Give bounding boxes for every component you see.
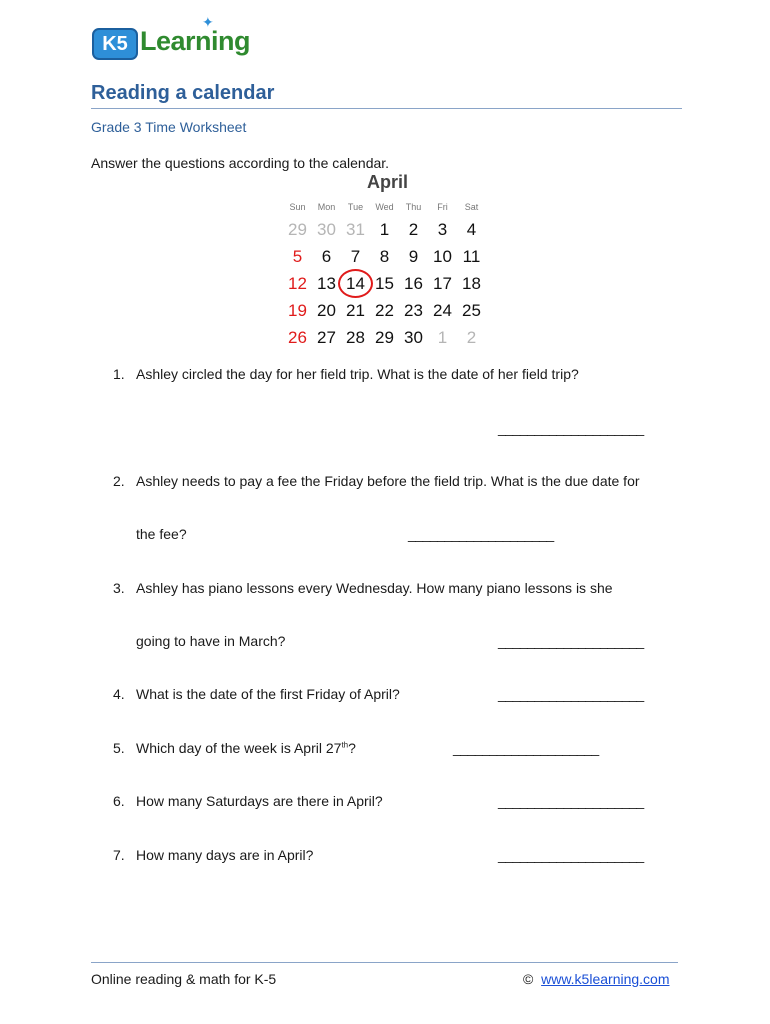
calendar-day: 15 [375, 273, 394, 293]
calendar-day: 30 [404, 327, 423, 347]
weekday-label: Mon [317, 202, 336, 212]
calendar-day: 20 [317, 300, 336, 320]
question-number: 1. [113, 366, 125, 382]
question-text: Which day of the week is April 27 [136, 740, 342, 756]
question-number: 5. [113, 740, 125, 756]
footer-divider [91, 962, 678, 963]
question-7 [113, 847, 313, 863]
weekday-label: Sun [289, 202, 306, 212]
question-3-continued: going to have in March? [136, 633, 286, 649]
question-text: Ashley circled the day for her field trip. What is the date of her field trip? [136, 366, 579, 382]
calendar-weekdays [283, 202, 486, 212]
calendar-day: 18 [462, 273, 481, 293]
calendar-week-row [283, 216, 486, 243]
answer-blank-5[interactable]: ____________________ [453, 740, 599, 756]
calendar-day [341, 274, 370, 294]
calendar-day-number: 14 [346, 273, 365, 293]
instructions: Answer the questions according to the calendar. [91, 155, 390, 171]
answer-blank-2[interactable]: ____________________ [408, 526, 554, 542]
calendar-week-row [283, 297, 486, 324]
calendar-day: 13 [317, 273, 336, 293]
question-text: Ashley needs to pay a fee the Friday before the field trip. What is the due date for [136, 473, 640, 489]
question-number: 7. [113, 847, 125, 863]
logo-star-icon: ✦ [202, 14, 214, 30]
calendar-day: 3 [437, 219, 448, 239]
calendar-day: 8 [379, 246, 390, 266]
calendar-week-row [283, 270, 486, 297]
question-5 [113, 740, 356, 756]
answer-blank-1[interactable]: ____________________ [498, 420, 644, 436]
calendar-day: 27 [317, 327, 336, 347]
calendar-day: 6 [321, 246, 332, 266]
k5-learning-logo [92, 14, 262, 62]
calendar-day: 22 [375, 300, 394, 320]
ordinal-suffix: th [341, 740, 349, 750]
copyright-symbol: © [523, 971, 534, 987]
calendar-day: 10 [433, 246, 452, 266]
calendar-day: 30 [317, 219, 336, 239]
calendar-day: 26 [288, 327, 307, 347]
question-text: How many Saturdays are there in April? [136, 793, 383, 809]
calendar-day: 29 [375, 327, 394, 347]
question-2-continued: the fee? [136, 526, 187, 542]
calendar-day: 5 [292, 246, 303, 266]
title-divider [91, 108, 682, 109]
weekday-label: Fri [437, 202, 448, 212]
answer-blank-3[interactable]: ____________________ [498, 633, 644, 649]
weekday-label: Wed [375, 202, 394, 212]
calendar-day: 9 [408, 246, 419, 266]
logo-badge: K5 [92, 28, 138, 60]
calendar-day: 19 [288, 300, 307, 320]
calendar-day: 29 [288, 219, 307, 239]
page-title: Reading a calendar [91, 82, 275, 104]
calendar-day: 7 [350, 246, 361, 266]
question-number: 2. [113, 473, 125, 489]
calendar-month: April [366, 172, 408, 192]
calendar-week-row [283, 324, 486, 351]
calendar-day: 23 [404, 300, 423, 320]
calendar-day: 2 [408, 219, 419, 239]
calendar-day: 31 [346, 219, 365, 239]
question-number: 6. [113, 793, 125, 809]
calendar-day: 4 [466, 219, 477, 239]
calendar-day: 12 [288, 273, 307, 293]
calendar-day: 1 [437, 327, 448, 347]
calendar-grid [283, 216, 486, 351]
worksheet-subtitle: Grade 3 Time Worksheet [91, 119, 247, 135]
footer-website-link[interactable]: www.k5learning.com [541, 971, 670, 987]
calendar-day: 1 [379, 219, 390, 239]
weekday-label: Sat [464, 202, 479, 212]
calendar-day: 28 [346, 327, 365, 347]
calendar-day: 25 [462, 300, 481, 320]
answer-blank-4[interactable]: ____________________ [498, 686, 644, 702]
calendar-day: 11 [462, 246, 481, 266]
question-text: How many days are in April? [136, 847, 314, 863]
calendar-day: 17 [433, 273, 452, 293]
footer-tagline: Online reading & math for K-5 [91, 971, 277, 987]
calendar-day: 2 [466, 327, 477, 347]
answer-blank-7[interactable]: ____________________ [498, 847, 644, 863]
field-trip-circle [338, 269, 373, 298]
question-3 [113, 580, 613, 596]
question-1 [113, 366, 579, 382]
calendar-day: 24 [433, 300, 452, 320]
weekday-label: Tue [347, 202, 364, 212]
question-6 [113, 793, 383, 809]
weekday-label: Thu [405, 202, 422, 212]
calendar-day: 16 [404, 273, 423, 293]
question-2 [113, 473, 640, 489]
question-4 [113, 686, 400, 702]
calendar-week-row [283, 243, 486, 270]
question-number: 4. [113, 686, 125, 702]
logo-text: Learning [140, 26, 251, 56]
question-text: What is the date of the first Friday of April? [136, 686, 400, 702]
calendar-day: 21 [346, 300, 365, 320]
answer-blank-6[interactable]: ____________________ [498, 793, 644, 809]
footer-copyright [523, 971, 670, 987]
question-text-end: ? [348, 740, 356, 756]
question-number: 3. [113, 580, 125, 596]
question-text: Ashley has piano lessons every Wednesday. How many piano lessons is she [136, 580, 613, 596]
